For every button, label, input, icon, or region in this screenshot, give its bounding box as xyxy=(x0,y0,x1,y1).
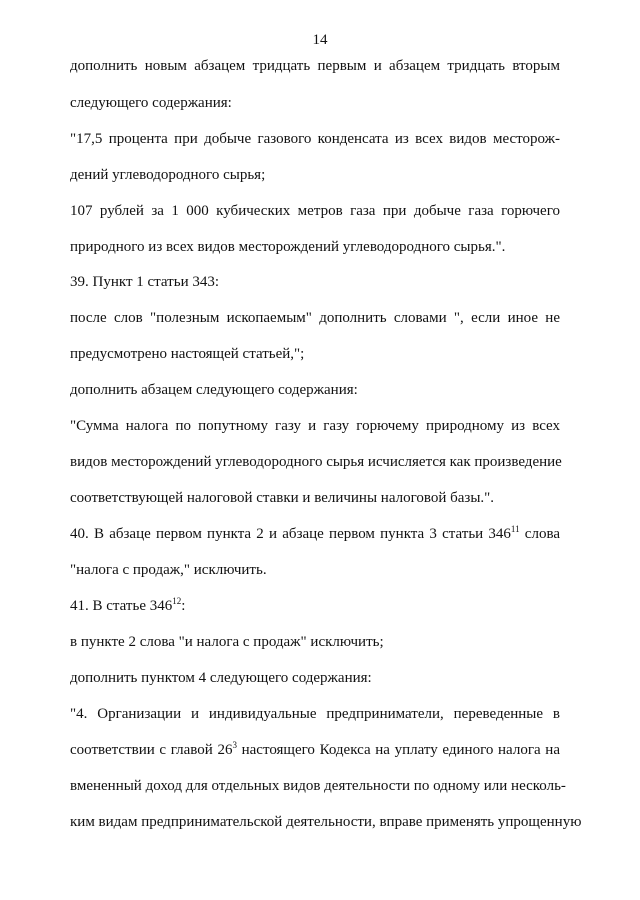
paragraph-line xyxy=(70,94,232,112)
paragraph-line xyxy=(70,453,560,471)
line-text-after: слова xyxy=(519,526,560,542)
paragraph-line xyxy=(70,345,304,363)
line-text: ким видам предпринимательской деятельности, вправе применять упрощенную xyxy=(70,814,582,830)
line-text: дополнить абзацем следующего содержания: xyxy=(70,382,358,398)
paragraph-line xyxy=(70,417,560,435)
paragraph-line xyxy=(70,166,265,184)
paragraph-line xyxy=(70,777,566,795)
page-number: 14 xyxy=(312,32,328,48)
superscript: 12 xyxy=(172,596,182,606)
paragraph-line xyxy=(70,633,384,651)
line-text: 40. В абзаце первом пункта 2 и абзаце первом пункта 3 статьи 346 xyxy=(70,526,511,542)
line-text: в пункте 2 слова "и налога с продаж" исключить; xyxy=(70,634,384,650)
paragraph-line xyxy=(70,813,582,831)
paragraph-line xyxy=(70,202,560,220)
superscript: 3 xyxy=(232,740,237,750)
paragraph-line xyxy=(70,238,505,256)
paragraph-line xyxy=(70,705,560,723)
line-text: видов месторождений углеводородного сырья исчисляется как произведение xyxy=(70,454,562,470)
paragraph-line xyxy=(70,273,219,291)
line-text: следующего содержания: xyxy=(70,95,232,111)
line-text: вмененный доход для отдельных видов деятельности по одному или несколь- xyxy=(70,778,566,794)
paragraph-line xyxy=(70,57,560,75)
paragraph-line xyxy=(70,597,185,615)
paragraph-line xyxy=(70,309,560,327)
line-text: 39. Пункт 1 статьи 343: xyxy=(70,274,220,290)
paragraph-line xyxy=(70,489,494,507)
line-text: 41. В статье 346 xyxy=(70,598,173,614)
line-text: соответствии с главой 26 xyxy=(70,742,233,758)
paragraph-line xyxy=(70,130,560,148)
paragraph-line xyxy=(70,669,372,687)
line-text: 107 рублей за 1 000 кубических метров газа при добыче газа горючего xyxy=(70,203,560,219)
paragraph-line xyxy=(70,741,560,759)
line-text: "Сумма налога по попутному газу и газу горючему природному из всех xyxy=(70,418,560,434)
superscript: 11 xyxy=(510,524,520,534)
line-text: дополнить пунктом 4 следующего содержания: xyxy=(70,670,372,686)
line-text: "4. Организации и индивидуальные предприниматели, переведенные в xyxy=(70,706,560,722)
paragraph-line xyxy=(70,525,560,543)
paragraph-line xyxy=(70,381,358,399)
line-text: "17,5 процента при добыче газового конденсата из всех видов месторож- xyxy=(70,131,560,147)
line-text: дений углеводородного сырья; xyxy=(70,167,266,183)
line-text: "налога с продаж," исключить. xyxy=(70,562,267,578)
line-text: природного из всех видов месторождений углеводородного сырья.". xyxy=(70,239,506,255)
line-text: после слов "полезным ископаемым" дополнить словами ", если иное не xyxy=(70,310,560,326)
line-text-after: : xyxy=(181,598,186,614)
paragraph-line xyxy=(70,561,267,579)
line-text: дополнить новым абзацем тридцать первым и абзацем тридцать вторым xyxy=(70,58,560,74)
line-text-after: настоящего Кодекса на уплату единого налога на xyxy=(236,742,560,758)
line-text: соответствующей налоговой ставки и величины налоговой базы.". xyxy=(70,490,495,506)
line-text: предусмотрено настоящей статьей,"; xyxy=(70,346,305,362)
